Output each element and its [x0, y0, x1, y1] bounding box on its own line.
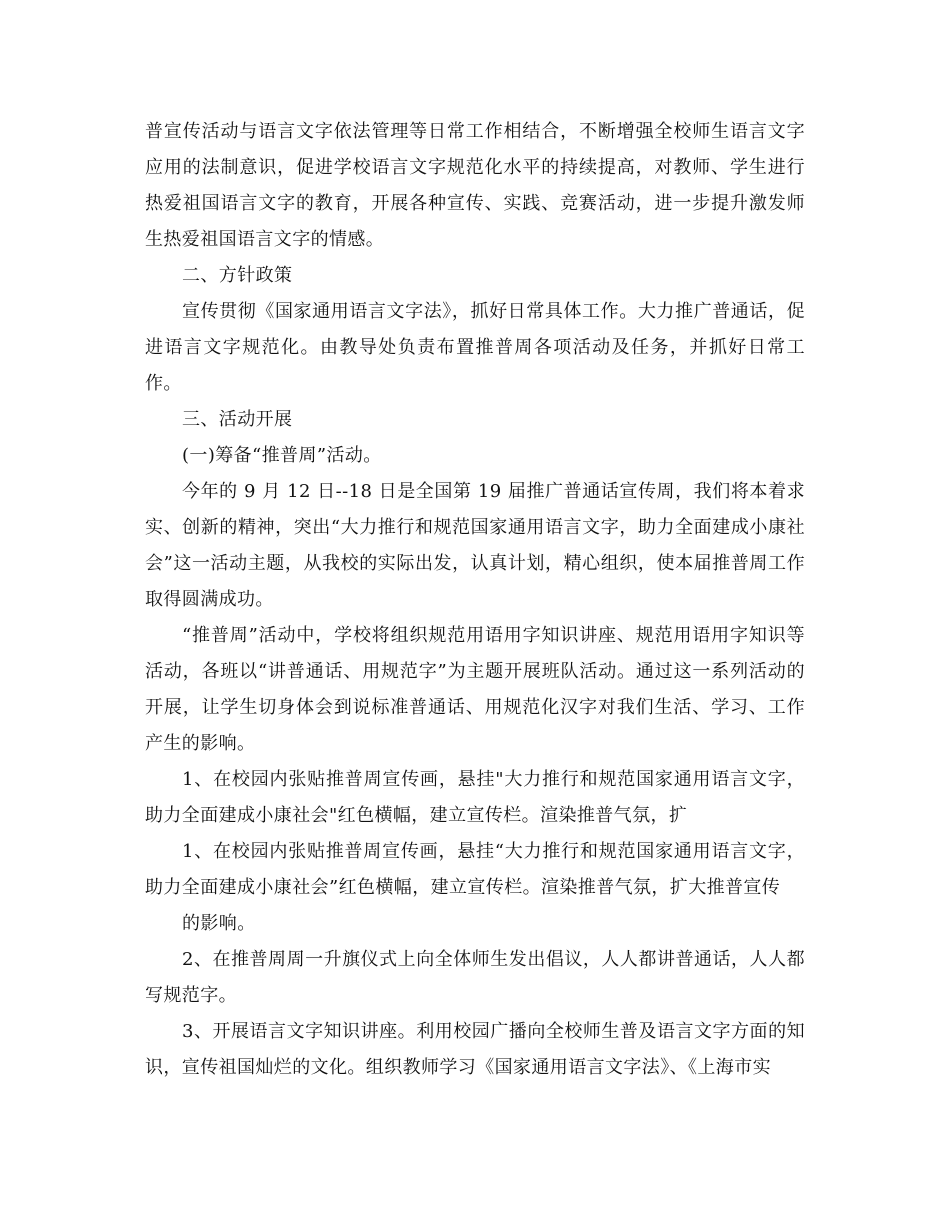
section-heading-activities: 三、活动开展	[182, 409, 293, 430]
policy-paragraph: 宣传贯彻《国家通用语言文字法》，抓好日常具体工作。大力推广普通话，促进语言文字规范化。由教导处负责布置推普周各项活动及任务，并抓好日常工作。	[145, 301, 805, 394]
item-1-draft-paragraph: 1、在校园内张贴推普周宣传画，悬挂"大力推行和规范国家通用语言文字，助力全面建成小康社会"红色横幅，建立宣传栏。渲染推普气氛，扩	[145, 769, 805, 826]
item-3-paragraph: 3、开展语言文字知识讲座。利用校园广播向全校师生普及语言文字方面的知识，宣传祖国灿烂的文化。组织教师学习《国家通用语言文字法》、《上海市实	[145, 1021, 805, 1078]
item-1-paragraph: 1、在校园内张贴推普周宣传画，悬挂“大力推行和规范国家通用语言文字，助力全面建成小康社会”红色横幅，建立宣传栏。渲染推普气氛，扩大推普宣传	[145, 841, 805, 898]
item-1-continuation: 的影响。	[182, 913, 256, 934]
section-heading-policy: 二、方针政策	[182, 265, 293, 286]
subsection-heading-prepare: (一)筹备“推普周”活动。	[182, 445, 382, 466]
week-intro-paragraph: 今年的 9 月 12 日--18 日是全国第 19 届推广普通话宣传周，我们将本着求实、创新的精神，突出“大力推行和规范国家通用语言文字，助力全面建成小康社会”这一活动主题，从我校的实际出发，认真计划，精心组织，使本届推普周工作取得圆满成功。	[145, 481, 805, 610]
document-body	[145, 114, 805, 1086]
intro-paragraph: 普宣传活动与语言文字依法管理等日常工作相结合，不断增强全校师生语言文字应用的法制意识，促进学校语言文字规范化水平的持续提高，对教师、学生进行热爱祖国语言文字的教育，开展各种宣传、实践、竞赛活动，进一步提升激发师生热爱祖国语言文字的情感。	[145, 121, 805, 250]
item-2-paragraph: 2、在推普周周一升旗仪式上向全体师生发出倡议，人人都讲普通话，人人都写规范字。	[145, 949, 805, 1006]
week-activities-paragraph: “推普周”活动中，学校将组织规范用语用字知识讲座、规范用语用字知识等活动，各班以“讲普通话、用规范字”为主题开展班队活动。通过这一系列活动的开展，让学生切身体会到说标准普通话、用规范化汉字对我们生活、学习、工作产生的影响。	[145, 625, 805, 754]
